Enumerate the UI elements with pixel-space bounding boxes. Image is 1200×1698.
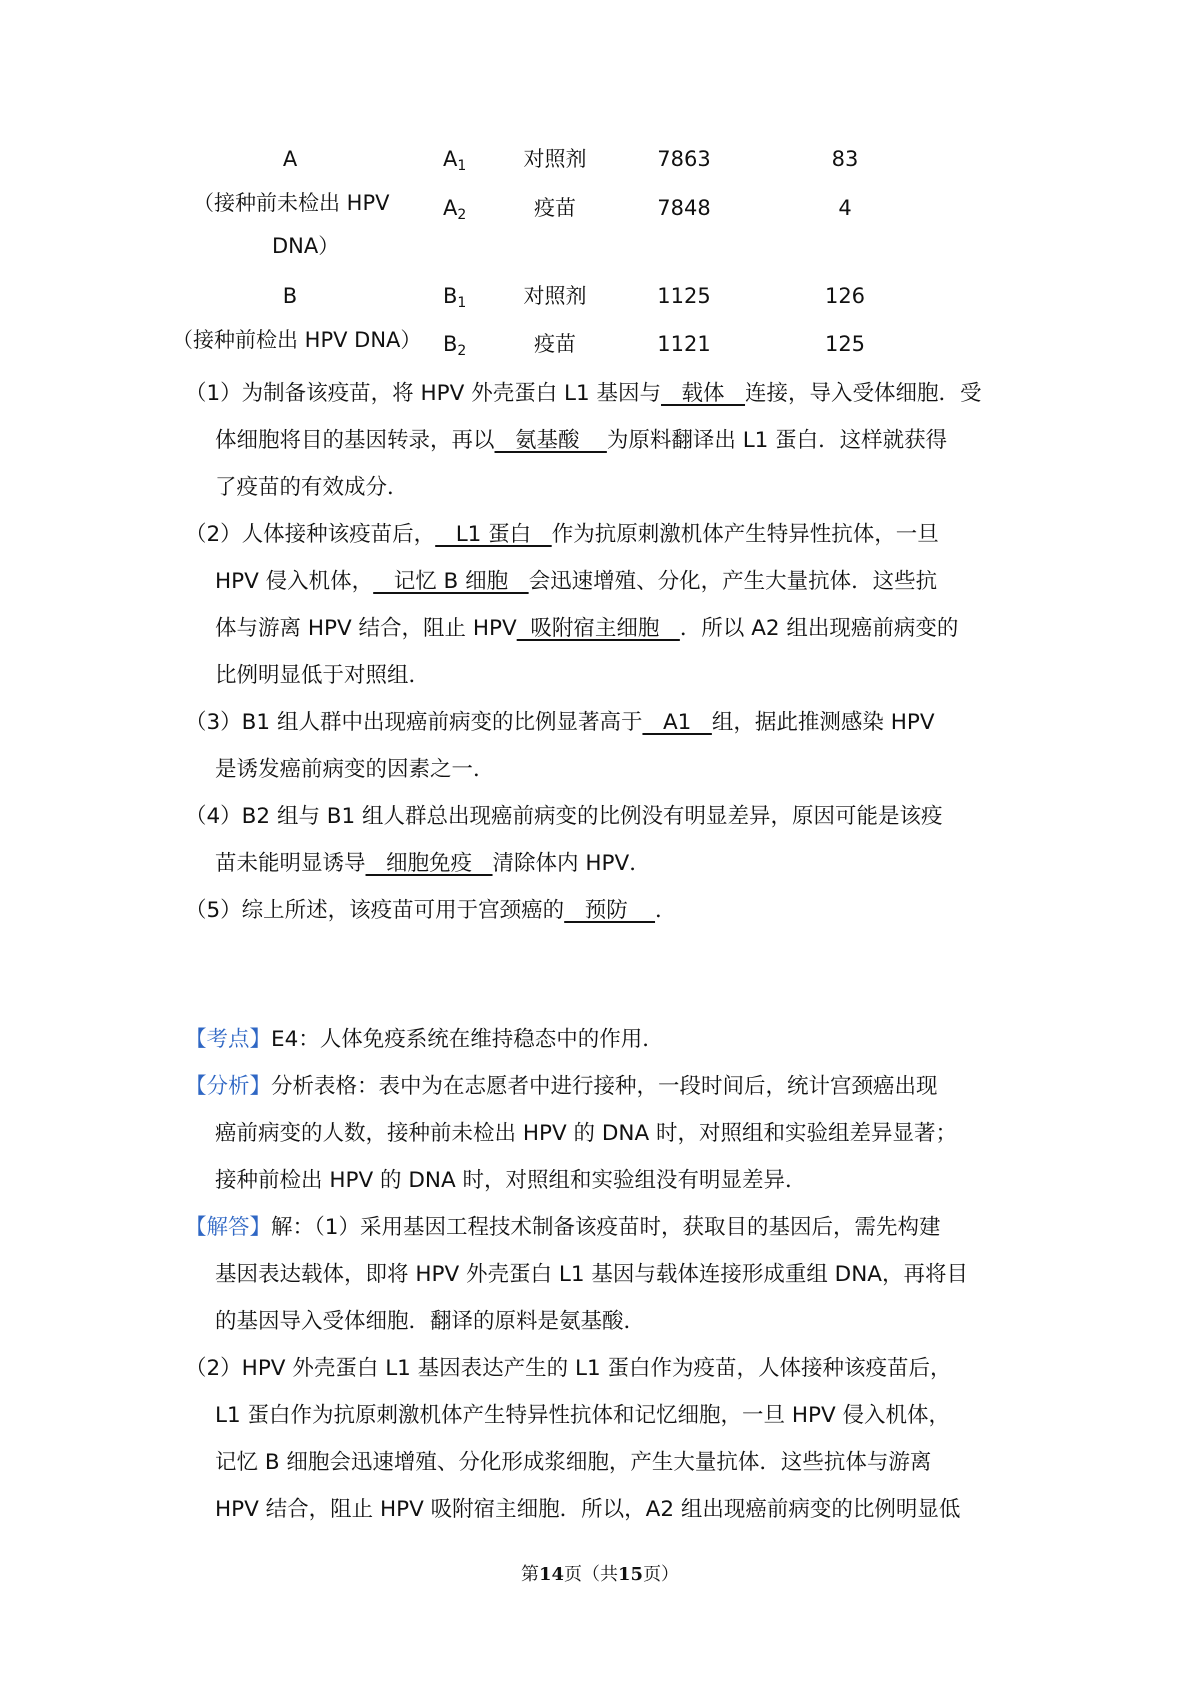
answer-2-line: （2）HPV 外壳蛋白 L1 基因表达产生的 L1 蛋白作为疫苗，人体接种该疫苗后， (185, 1356, 952, 1381)
count-cell: 1125 (657, 284, 711, 308)
question-4: （4）B2 组与 B1 组人群总出现癌前病变的比例没有明显差异，原因可能是该疫 (185, 804, 943, 829)
group-cell: （接种前未检出 HPV (193, 191, 390, 215)
answer-blank: 载体 (661, 381, 746, 406)
kaodian-label: 【考点】 (185, 1027, 272, 1052)
agent-cell: 对照剂 (523, 284, 587, 308)
text: 组，据此推测感染 HPV (711, 710, 935, 735)
count-cell: 7848 (657, 196, 711, 220)
page-footer (0, 1560, 1200, 1586)
text: 会迅速增殖、分化，产生大量抗体．这些抗 (528, 569, 938, 594)
jieda-line: 基因表达载体，即将 HPV 外壳蛋白 L1 基因与载体连接形成重组 DNA，再将目 (215, 1262, 969, 1287)
question-2-line: 比例明显低于对照组． (215, 663, 431, 688)
group-cell: DNA） (272, 234, 340, 258)
jieda-line: 的基因导入受体细胞．翻译的原料是氨基酸． (215, 1309, 646, 1334)
agent-cell: 对照剂 (523, 147, 587, 171)
question-1 (185, 370, 1025, 417)
page-number: 14 (538, 1564, 564, 1585)
kaodian-line (185, 1016, 1025, 1063)
group-cell: （接种前检出 HPV DNA） (172, 328, 422, 352)
answer-blank: 吸附宿主细胞 (516, 616, 680, 641)
questions-block (185, 370, 1025, 934)
text: （5）综上所述，该疫苗可用于宫颈癌的 (185, 898, 565, 923)
text: ． (655, 898, 677, 923)
question-2 (185, 511, 1025, 558)
question-1-line: 了疫苗的有效成分． (215, 475, 409, 500)
question-4-line (185, 840, 1025, 887)
answer-blank: L1 蛋白 (435, 522, 552, 547)
page-total: 15 (618, 1564, 644, 1585)
cases-cell: 126 (824, 284, 866, 308)
cases-cell: 125 (824, 332, 866, 356)
footer-text: 页） (643, 1564, 680, 1585)
answer-2-line: HPV 结合，阻止 HPV 吸附宿主细胞．所以，A2 组出现癌前病变的比例明显低 (215, 1497, 961, 1522)
group-cell: B (282, 284, 298, 308)
fenxi-line: 接种前检出 HPV 的 DNA 时，对照组和实验组没有明显差异． (215, 1168, 807, 1193)
text: 为原料翻译出 L1 蛋白．这样就获得 (606, 428, 948, 453)
question-3-line: 是诱发癌前病变的因素之一． (215, 757, 495, 782)
text: 作为抗原刺激机体产生特异性抗体，一旦 (551, 522, 939, 547)
cases-cell: 4 (838, 196, 852, 220)
question-3 (185, 699, 1025, 746)
answer-2-line: 记忆 B 细胞会迅速增殖、分化形成浆细胞，产生大量抗体．这些抗体与游离 (215, 1450, 932, 1475)
text: （3）B1 组人群中出现癌前病变的比例显著高于 (185, 710, 643, 735)
text: 清除体内 HPV． (492, 851, 651, 876)
agent-cell: 疫苗 (534, 196, 576, 220)
answer-blank: 预防 (564, 898, 656, 923)
fenxi-text: 分析表格：表中为在志愿者中进行接种，一段时间后，统计宫颈癌出现 (271, 1074, 938, 1099)
subgroup-cell: $A_1$ (443, 147, 467, 174)
count-cell: 1121 (657, 332, 711, 356)
fenxi-line (185, 1063, 1025, 1110)
footer-text: 第 (520, 1564, 539, 1585)
fenxi-line: 癌前病变的人数，接种前未检出 HPV 的 DNA 时，对照组和实验组差异显著； (215, 1121, 958, 1146)
subgroup-cell: $A_2$ (443, 196, 467, 223)
agent-cell: 疫苗 (534, 332, 576, 356)
answer-blank: 细胞免疫 (365, 851, 493, 876)
jieda-line (185, 1204, 1025, 1251)
analysis-block (185, 1016, 1025, 1533)
text: （2）人体接种该疫苗后， (185, 522, 436, 547)
text: 体与游离 HPV 结合，阻止 HPV (215, 616, 517, 641)
subgroup-cell: $B_1$ (443, 284, 467, 311)
answer-blank: 氨基酸 (494, 428, 607, 453)
kaodian-text: E4：人体免疫系统在维持稳态中的作用． (271, 1027, 664, 1052)
text: 苗未能明显诱导 (215, 851, 366, 876)
text: ．所以 A2 组出现癌前病变的 (679, 616, 959, 641)
text: HPV 侵入机体， (215, 569, 374, 594)
fenxi-label: 【分析】 (185, 1074, 272, 1099)
question-2-line (185, 605, 1025, 652)
cases-cell: 83 (831, 147, 859, 171)
footer-text: 页（共 (564, 1564, 618, 1585)
text: 连接，导入受体细胞．受 (745, 381, 982, 406)
question-1-line (185, 417, 1025, 464)
answer-blank: A1 (642, 710, 712, 735)
answer-2-line: L1 蛋白作为抗原刺激机体产生特异性抗体和记忆细胞，一旦 HPV 侵入机体， (215, 1403, 951, 1428)
answer-blank: 记忆 B 细胞 (373, 569, 529, 594)
subgroup-cell: $B_2$ (443, 332, 467, 359)
group-cell: A (282, 147, 298, 171)
question-5 (185, 887, 1025, 934)
text: （1）为制备该疫苗，将 HPV 外壳蛋白 L1 基因与 (185, 381, 662, 406)
text: 体细胞将目的基因转录，再以 (215, 428, 495, 453)
count-cell: 7863 (657, 147, 711, 171)
question-2-line (185, 558, 1025, 605)
jieda-text: 解：（1）采用基因工程技术制备该疫苗时，获取目的基因后，需先构建 (271, 1215, 941, 1240)
jieda-label: 【解答】 (185, 1215, 272, 1240)
